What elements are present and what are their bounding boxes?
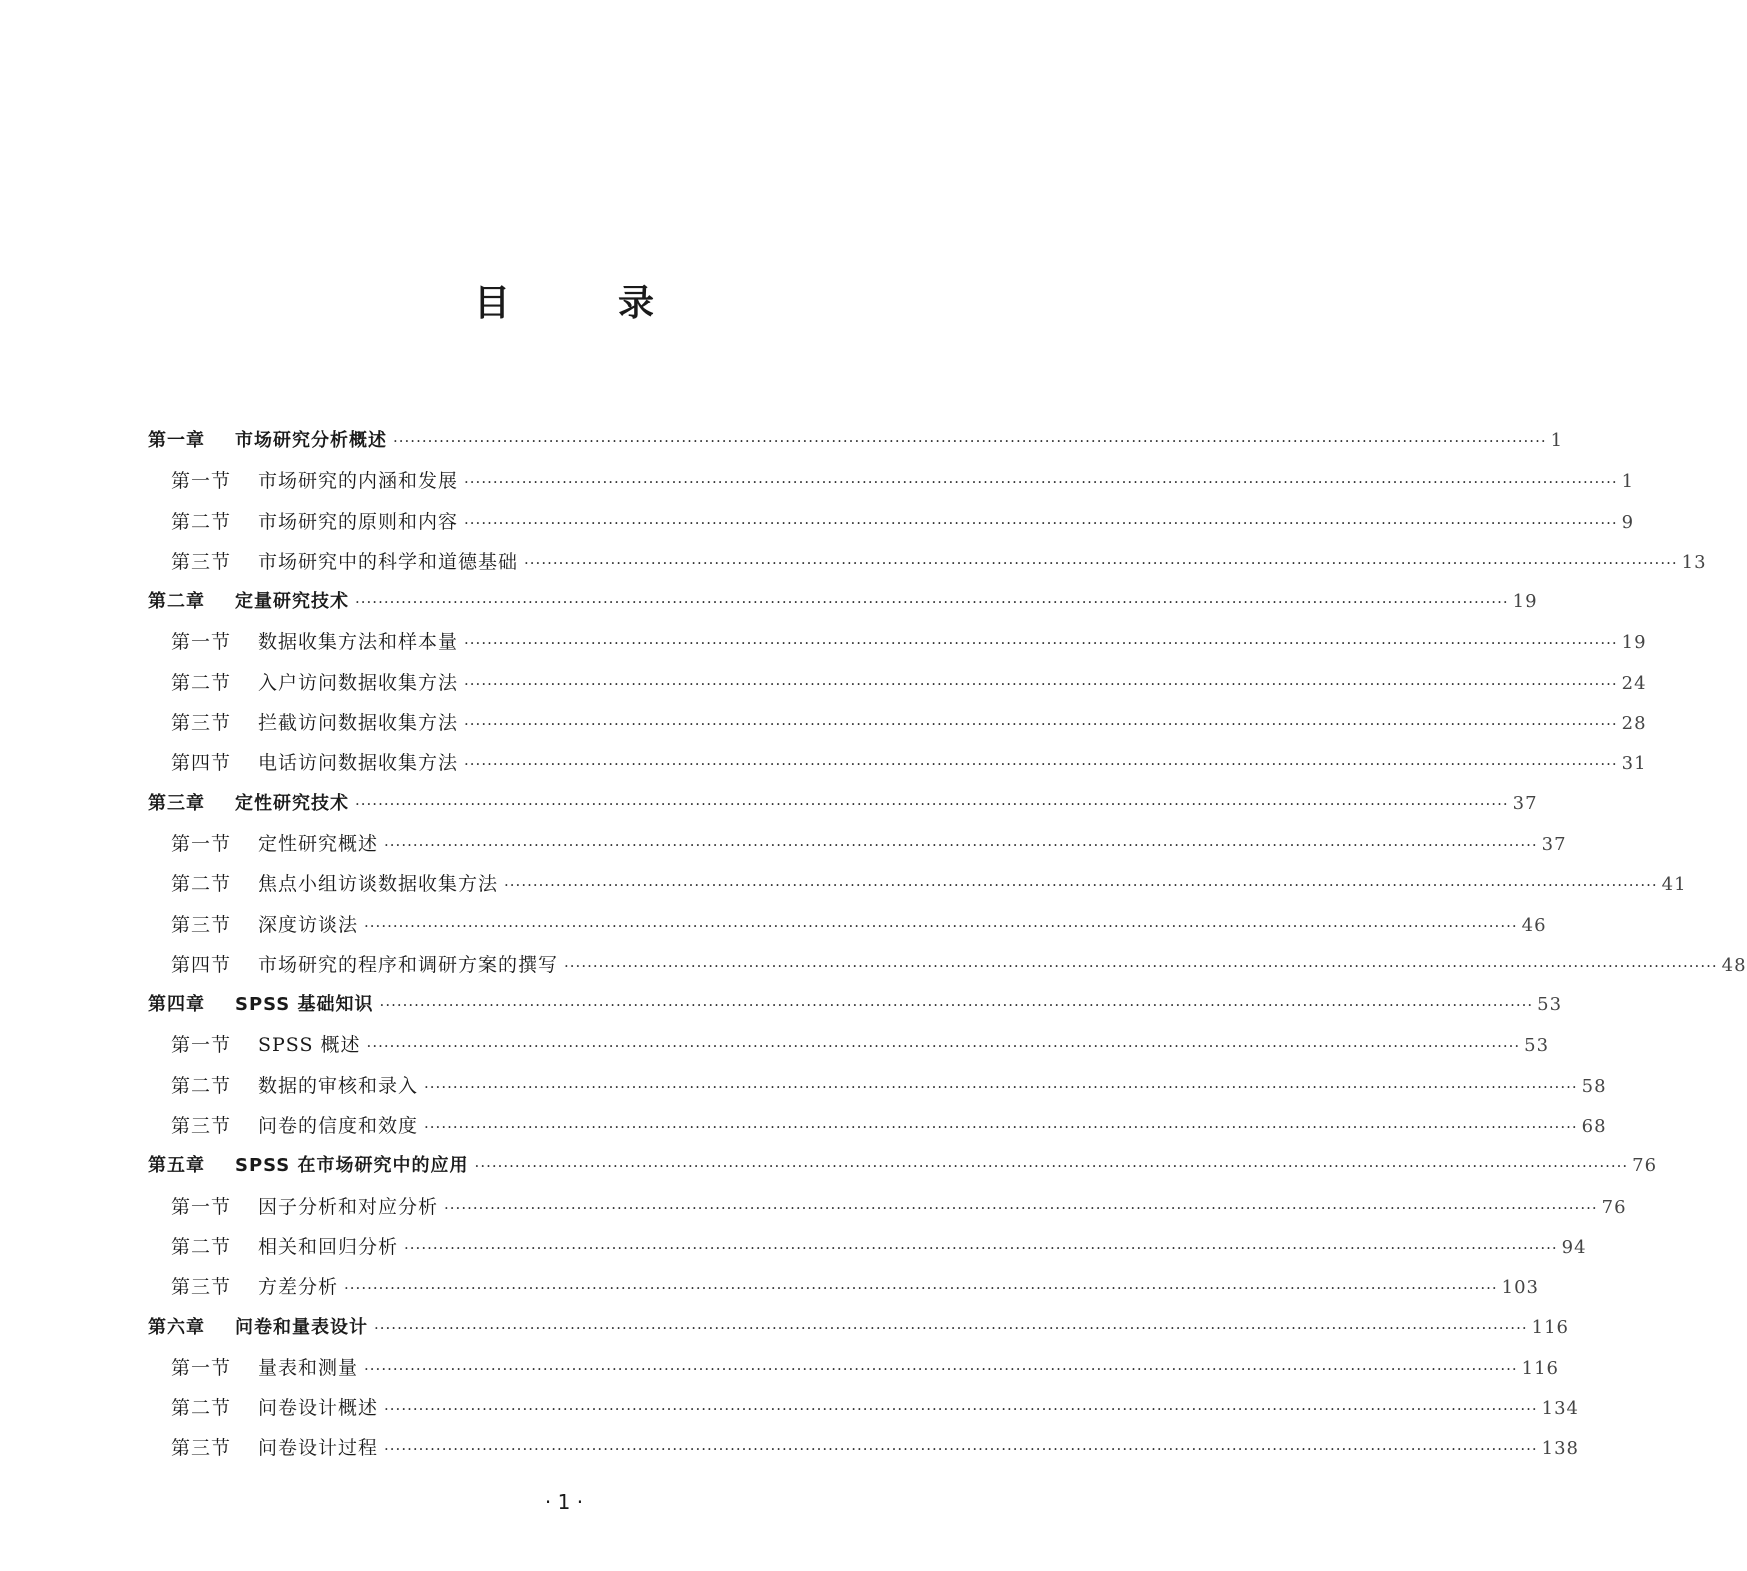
- section-title: 焦点小组访谈数据收集方法: [258, 873, 499, 896]
- dot-leader: ········································································································································································································: [384, 835, 1538, 854]
- toc-section-entry[interactable]: [148, 824, 1567, 864]
- dot-leader: ········································································································································································································: [564, 956, 1718, 975]
- section-title: 入户访问数据收集方法: [258, 671, 459, 694]
- chapter-label: 第六章: [148, 1316, 205, 1338]
- section-label: 第二节: [171, 1235, 232, 1258]
- section-title: 数据的审核和录入: [258, 1074, 419, 1097]
- section-label: 第二节: [171, 1397, 232, 1420]
- page-ref: 1: [1621, 471, 1635, 493]
- page-number: · 1 ·: [544, 1490, 584, 1514]
- dot-leader: ········································································································································································································: [464, 674, 1618, 693]
- section-title: 电话访问数据收集方法: [258, 752, 459, 775]
- chapter-title: SPSS 在市场研究中的应用: [235, 1155, 469, 1177]
- chapter-label: 第五章: [148, 1155, 205, 1177]
- dot-leader: ········································································································································································································: [424, 1077, 1578, 1096]
- chapter-label: 第二章: [148, 591, 205, 613]
- toc-chapter-entry[interactable]: [148, 1146, 1658, 1186]
- section-title: SPSS 概述: [258, 1034, 361, 1057]
- section-title: 相关和回归分析: [258, 1235, 399, 1258]
- toc-section-entry[interactable]: [148, 542, 1707, 582]
- section-title: 方差分析: [258, 1276, 339, 1299]
- toc-section-entry[interactable]: [148, 1025, 1550, 1065]
- page-ref: 134: [1541, 1398, 1579, 1420]
- section-label: 第一节: [171, 470, 232, 493]
- toc-section-entry[interactable]: [148, 663, 1647, 703]
- chapter-label: 第四章: [148, 994, 205, 1016]
- toc-section-entry[interactable]: [148, 1106, 1607, 1146]
- section-title: 问卷设计概述: [258, 1397, 379, 1420]
- page-ref: 46: [1521, 914, 1547, 936]
- dot-leader: ········································································································································································································: [374, 1318, 1528, 1337]
- section-label: 第三节: [171, 712, 232, 735]
- page-ref: 76: [1601, 1196, 1627, 1218]
- page-ref: 76: [1632, 1155, 1658, 1177]
- section-title: 市场研究的程序和调研方案的撰写: [258, 953, 559, 976]
- page-ref: 103: [1501, 1277, 1539, 1299]
- dot-leader: ········································································································································································································: [344, 1279, 1498, 1298]
- section-label: 第二节: [171, 873, 232, 896]
- page-ref: 138: [1541, 1438, 1579, 1460]
- section-title: 定性研究概述: [258, 832, 379, 855]
- page-ref: 53: [1524, 1035, 1550, 1057]
- toc-section-entry[interactable]: [148, 905, 1547, 945]
- toc-chapter-entry[interactable]: [148, 1308, 1569, 1348]
- toc-section-entry[interactable]: [148, 1348, 1559, 1388]
- section-title: 问卷的信度和效度: [258, 1115, 419, 1138]
- section-label: 第二节: [171, 510, 232, 533]
- page-ref: 19: [1621, 632, 1647, 654]
- toc-section-entry[interactable]: [148, 703, 1647, 743]
- page-ref: 116: [1531, 1316, 1569, 1338]
- dot-leader: ········································································································································································································: [424, 1118, 1578, 1137]
- section-label: 第三节: [171, 550, 232, 573]
- toc-section-entry[interactable]: [148, 1388, 1579, 1428]
- section-label: 第二节: [171, 1074, 232, 1097]
- chapter-label: 第一章: [148, 430, 205, 451]
- section-title: 问卷设计过程: [258, 1437, 379, 1460]
- page-ref: 1: [1550, 430, 1564, 451]
- section-title: 拦截访问数据收集方法: [258, 712, 459, 735]
- chapter-label: 第三章: [148, 792, 205, 814]
- section-label: 第一节: [171, 1034, 232, 1057]
- section-label: 第四节: [171, 752, 232, 775]
- page-title: 目 录: [473, 283, 690, 324]
- section-title: 深度访谈法: [258, 913, 359, 936]
- dot-leader: ········································································································································································································: [384, 1440, 1538, 1459]
- section-label: 第一节: [171, 832, 232, 855]
- dot-leader: ········································································································································································································: [464, 473, 1618, 492]
- toc-section-entry[interactable]: [148, 1428, 1579, 1468]
- section-label: 第三节: [171, 1437, 232, 1460]
- toc-chapter-entry[interactable]: [148, 421, 1564, 461]
- toc-chapter-entry[interactable]: [148, 582, 1538, 622]
- toc-section-entry[interactable]: [148, 502, 1635, 542]
- dot-leader: ········································································································································································································: [464, 513, 1618, 532]
- dot-leader: ········································································································································································································: [464, 634, 1618, 653]
- toc-section-entry[interactable]: [148, 1066, 1607, 1106]
- toc-section-entry[interactable]: [148, 1227, 1587, 1267]
- section-title: 市场研究的内涵和发展: [258, 470, 459, 493]
- page-ref: 53: [1537, 994, 1563, 1016]
- page-ref: 13: [1681, 551, 1707, 573]
- dot-leader: ········································································································································································································: [474, 1157, 1629, 1176]
- dot-leader: ········································································································································································································: [379, 996, 1534, 1015]
- page-ref: 58: [1581, 1075, 1607, 1097]
- page-ref: 9: [1621, 511, 1635, 533]
- toc-chapter-entry[interactable]: [148, 985, 1563, 1025]
- section-title: 量表和测量: [258, 1356, 359, 1379]
- page-ref: 31: [1621, 753, 1647, 775]
- section-label: 第一节: [171, 631, 232, 654]
- page-ref: 68: [1581, 1116, 1607, 1138]
- dot-leader: ········································································································································································································: [384, 1400, 1538, 1419]
- section-label: 第三节: [171, 1115, 232, 1138]
- section-title: 因子分析和对应分析: [258, 1195, 439, 1218]
- dot-leader: ········································································································································································································: [504, 876, 1658, 895]
- toc-section-entry[interactable]: [148, 864, 1687, 904]
- page-ref: 19: [1512, 591, 1538, 613]
- dot-leader: ········································································································································································································: [364, 916, 1518, 935]
- dot-leader: ········································································································································································································: [366, 1037, 1521, 1056]
- toc-section-entry[interactable]: [148, 622, 1647, 662]
- chapter-title: SPSS 基础知识: [235, 994, 374, 1016]
- page-ref: 116: [1521, 1357, 1559, 1379]
- page-ref: 37: [1541, 833, 1567, 855]
- dot-leader: ········································································································································································································: [393, 432, 1547, 450]
- section-label: 第二节: [171, 671, 232, 694]
- page-ref: 48: [1721, 954, 1747, 976]
- chapter-title: 定性研究技术: [235, 792, 349, 814]
- section-label: 第三节: [171, 913, 232, 936]
- toc-section-entry[interactable]: [148, 461, 1635, 501]
- section-label: 第四节: [171, 953, 232, 976]
- dot-leader: ········································································································································································································: [444, 1198, 1598, 1217]
- page-ref: 28: [1621, 713, 1647, 735]
- section-label: 第一节: [171, 1195, 232, 1218]
- page-ref: 94: [1561, 1236, 1587, 1258]
- dot-leader: ········································································································································································································: [355, 794, 1509, 813]
- section-label: 第三节: [171, 1276, 232, 1299]
- toc-section-entry[interactable]: [148, 1267, 1539, 1307]
- page-ref: 41: [1661, 874, 1687, 896]
- toc-section-entry[interactable]: [148, 743, 1647, 783]
- page-ref: 37: [1512, 792, 1538, 814]
- toc-chapter-entry[interactable]: [148, 784, 1538, 824]
- toc-section-entry[interactable]: [148, 1187, 1627, 1227]
- dot-leader: ········································································································································································································: [404, 1238, 1558, 1257]
- chapter-title: 定量研究技术: [235, 591, 349, 613]
- toc-section-entry[interactable]: [148, 945, 1747, 985]
- dot-leader: ········································································································································································································: [524, 553, 1678, 572]
- chapter-title: 问卷和量表设计: [235, 1316, 368, 1338]
- section-title: 市场研究的原则和内容: [258, 510, 459, 533]
- table-of-contents: [148, 421, 1747, 1469]
- section-title: 市场研究中的科学和道德基础: [258, 550, 519, 573]
- dot-leader: ········································································································································································································: [464, 715, 1618, 734]
- section-title: 数据收集方法和样本量: [258, 631, 459, 654]
- dot-leader: ········································································································································································································: [464, 755, 1618, 774]
- page-ref: 24: [1621, 672, 1647, 694]
- dot-leader: ········································································································································································································: [364, 1359, 1518, 1378]
- section-label: 第一节: [171, 1356, 232, 1379]
- dot-leader: ········································································································································································································: [355, 593, 1509, 612]
- chapter-title: 市场研究分析概述: [235, 430, 387, 451]
